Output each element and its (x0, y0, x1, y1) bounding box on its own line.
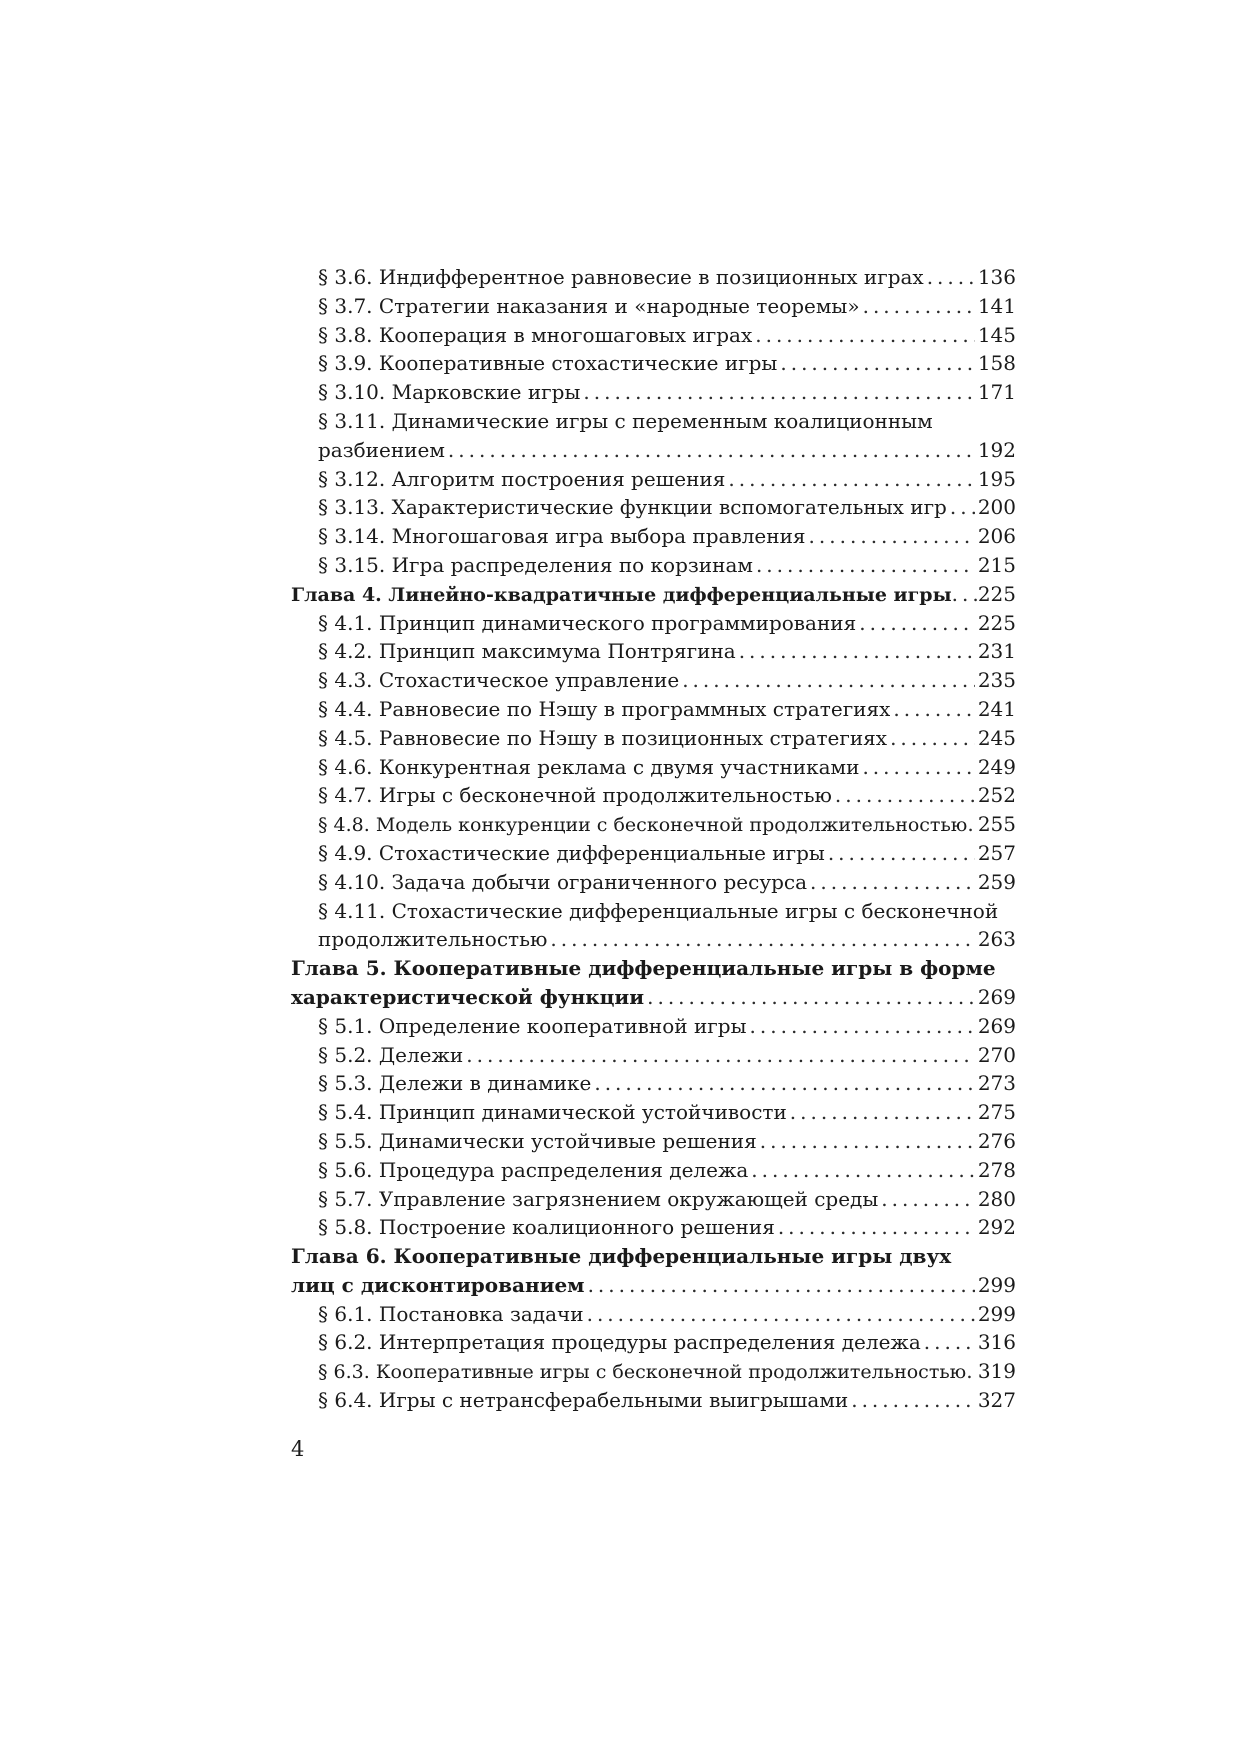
dot-leader (728, 465, 974, 494)
toc-entry-page: 158 (977, 351, 1016, 376)
toc-chapter-entry[interactable] (291, 1242, 1016, 1271)
toc-entry-title: § 5.6. Процедура распределения дележа (318, 1157, 749, 1182)
dot-leader (809, 522, 975, 551)
dot-leader (466, 1041, 975, 1070)
toc-entry-page: 245 (977, 725, 1016, 750)
dot-leader (751, 1156, 975, 1185)
toc-section-entry[interactable] (291, 1127, 1016, 1156)
toc-chapter-entry[interactable] (291, 1271, 1016, 1300)
toc-entry-title: § 4.4. Равновесие по Нэшу в программных стратегиях (318, 696, 891, 721)
toc-section-entry[interactable] (291, 724, 1016, 753)
toc-entry-page: 235 (977, 668, 1016, 693)
toc-section-entry[interactable] (291, 1357, 1016, 1386)
toc-entry-title: Глава 6. Кооперативные дифференциальные игры двух (291, 1244, 952, 1269)
toc-entry-page: 171 (977, 380, 1016, 405)
toc-section-entry[interactable] (291, 781, 1016, 810)
toc-entry-title: лиц с дисконтированием (291, 1272, 585, 1297)
toc-entry-title: Глава 5. Кооперативные дифференциальные игры в форме (291, 956, 996, 981)
dot-leader (594, 1069, 974, 1098)
dot-leader (790, 1098, 975, 1127)
toc-entry-title: § 3.8. Кооперация в многошаговых играх (318, 322, 753, 347)
toc-section-entry[interactable] (291, 465, 1016, 494)
toc-entry-page: 241 (977, 696, 1016, 721)
toc-entry-page: 278 (977, 1157, 1016, 1182)
toc-entry-page: 299 (977, 1301, 1016, 1326)
dot-leader (967, 810, 977, 839)
toc-entry-page: 215 (977, 552, 1016, 577)
toc-entry-page: 263 (977, 927, 1016, 952)
toc-section-entry[interactable] (291, 753, 1016, 782)
toc-entry-page: 225 (977, 581, 1016, 606)
toc-entry-page: 269 (977, 984, 1016, 1009)
toc-section-entry[interactable] (291, 810, 1016, 839)
dot-leader (587, 1300, 975, 1329)
dot-leader (583, 378, 974, 407)
dot-leader (835, 781, 975, 810)
toc-section-entry[interactable] (291, 1213, 1016, 1242)
toc-section-entry[interactable] (291, 868, 1016, 897)
toc-entry-page: 249 (977, 754, 1016, 779)
dot-leader (851, 1386, 975, 1415)
dot-leader (924, 1328, 975, 1357)
toc-section-entry[interactable] (291, 1041, 1016, 1070)
toc-entry-title: § 4.9. Стохастические дифференциальные игры (318, 840, 825, 865)
toc-entry-title: § 3.12. Алгоритм построения решения (318, 466, 726, 491)
dot-leader (756, 551, 975, 580)
toc-entry-page: 280 (977, 1186, 1016, 1211)
toc-entry-page: 145 (977, 322, 1016, 347)
toc-section-entry[interactable] (291, 1012, 1016, 1041)
toc-entry-title: § 5.1. Определение кооперативной игры (318, 1013, 747, 1038)
dot-leader (760, 1127, 975, 1156)
toc-entry-page: 319 (977, 1359, 1016, 1384)
toc-entry-page: 316 (977, 1330, 1016, 1355)
dot-leader (647, 983, 975, 1012)
toc-entry-page: 206 (977, 524, 1016, 549)
toc-entry-title: § 4.8. Модель конкуренции с бесконечной продолжительностью (318, 814, 968, 837)
toc-entry-page: 259 (977, 869, 1016, 894)
toc-entry-page: 195 (977, 466, 1016, 491)
toc-entry-page: 273 (977, 1071, 1016, 1096)
toc-section-entry[interactable] (291, 925, 1016, 954)
toc-entry-title: § 6.2. Интерпретация процедуры распределения дележа (318, 1330, 921, 1355)
toc-entry-title: § 4.1. Принцип динамического программирования (318, 610, 857, 635)
toc-chapter-entry[interactable] (291, 983, 1016, 1012)
toc-chapter-entry[interactable] (291, 580, 1016, 609)
toc-section-entry[interactable] (291, 1386, 1016, 1415)
toc-entry-title: § 4.7. Игры с бесконечной продолжительностью (318, 783, 832, 808)
toc-section-entry[interactable] (291, 493, 1016, 522)
toc-chapter-entry[interactable] (291, 954, 1016, 983)
toc-entry-page: 327 (977, 1388, 1016, 1413)
toc-entry-page: 270 (977, 1042, 1016, 1067)
dot-leader (778, 1213, 975, 1242)
toc-section-entry[interactable] (291, 1156, 1016, 1185)
toc-section-entry[interactable] (291, 292, 1016, 321)
toc-section-entry[interactable] (291, 1069, 1016, 1098)
toc-entry-title: § 3.7. Стратегии наказания и «народные теоремы» (318, 293, 860, 318)
dot-leader (828, 839, 975, 868)
dot-leader (780, 349, 974, 378)
toc-entry-page: 257 (977, 840, 1016, 865)
toc-section-entry[interactable] (291, 1185, 1016, 1214)
toc-section-entry[interactable] (291, 378, 1016, 407)
toc-entry-title: § 3.13. Характеристические функции вспомогательных игр (318, 495, 947, 520)
toc-section-entry[interactable] (291, 263, 1016, 292)
toc-entry-page: 269 (977, 1013, 1016, 1038)
toc-entry-page: 275 (977, 1100, 1016, 1125)
toc-entry-title: § 5.7. Управление загрязнением окружающей среды (318, 1186, 879, 1211)
toc-section-entry[interactable] (291, 609, 1016, 638)
toc-entry-title: § 4.6. Конкурентная реклама с двумя участниками (318, 754, 860, 779)
dot-leader (863, 292, 975, 321)
toc-entry-page: 200 (977, 495, 1016, 520)
toc-entry-title: § 4.2. Принцип максимума Понтрягина (318, 639, 736, 664)
dot-leader (950, 493, 975, 522)
dot-leader (448, 436, 975, 465)
dot-leader (755, 321, 975, 350)
dot-leader (859, 609, 975, 638)
toc-section-entry[interactable] (291, 897, 1016, 926)
dot-leader (862, 753, 974, 782)
toc-entry-page: 231 (977, 639, 1016, 664)
dot-leader (550, 925, 974, 954)
toc-section-entry[interactable] (291, 1300, 1016, 1329)
dot-leader (893, 695, 974, 724)
toc-entry-title: § 4.5. Равновесие по Нэшу в позиционных стратегиях (318, 725, 888, 750)
dot-leader (810, 868, 975, 897)
toc-entry-title: § 5.4. Принцип динамической устойчивости (318, 1100, 787, 1125)
dot-leader (927, 263, 975, 292)
toc-entry-title: § 3.15. Игра распределения по корзинам (318, 552, 753, 577)
toc-entry-page: 192 (977, 437, 1016, 462)
toc-entry-title: § 3.14. Многошаговая игра выбора правления (318, 524, 806, 549)
dot-leader (890, 724, 975, 753)
toc-entry-page: 276 (977, 1128, 1016, 1153)
toc-entry-title: § 6.4. Игры с нетрансферабельными выигрышами (318, 1388, 849, 1413)
toc-entry-page: 299 (977, 1272, 1016, 1297)
dot-leader (952, 580, 978, 609)
toc-entry-title: § 6.3. Кооперативные игры с бесконечной продолжительностью (318, 1361, 967, 1384)
toc-entry-title: характеристической функции (291, 984, 645, 1009)
toc-entry-title: разбиением (318, 437, 445, 462)
toc-entry-page: 292 (977, 1215, 1016, 1240)
toc-section-entry[interactable] (291, 551, 1016, 580)
toc-section-entry[interactable] (291, 522, 1016, 551)
dot-leader (682, 666, 975, 695)
toc-entry-title: § 5.3. Дележи в динамике (318, 1071, 592, 1096)
toc-entry-title: Глава 4. Линейно-квадратичные дифференциальные игры (291, 583, 952, 606)
toc-entry-page: 252 (977, 783, 1016, 808)
page-number: 4 (291, 1437, 305, 1461)
toc-entry-title: § 3.11. Динамические игры с переменным коалиционным (318, 408, 933, 433)
toc-section-entry[interactable] (291, 1098, 1016, 1127)
dot-leader (588, 1271, 975, 1300)
toc-section-entry[interactable] (291, 407, 1016, 436)
dot-leader (881, 1185, 975, 1214)
toc-entry-title: продолжительностью (318, 927, 548, 952)
toc-section-entry[interactable] (291, 666, 1016, 695)
toc-entry-page: 136 (977, 265, 1016, 289)
toc-entry-title: § 6.1. Постановка задачи (318, 1301, 584, 1326)
dot-leader (750, 1012, 975, 1041)
toc-entry-title: § 4.3. Стохастическое управление (318, 668, 680, 693)
dot-leader (739, 637, 975, 666)
toc-entry-title: § 3.6. Индифферентное равновесие в позиционных играх (318, 265, 924, 289)
toc-entry-title: § 3.9. Кооперативные стохастические игры (318, 351, 778, 376)
toc-section-entry[interactable] (291, 321, 1016, 350)
toc-entry-page: 225 (977, 610, 1016, 635)
toc-entry-title: § 5.5. Динамически устойчивые решения (318, 1128, 757, 1153)
toc-section-entry[interactable] (291, 695, 1016, 724)
table-of-contents (291, 263, 1016, 1415)
toc-entry-title: § 5.2. Дележи (318, 1042, 464, 1067)
toc-entry-page: 255 (977, 812, 1016, 837)
toc-section-entry[interactable] (291, 349, 1016, 378)
toc-section-entry[interactable] (291, 839, 1016, 868)
toc-section-entry[interactable] (291, 1328, 1016, 1357)
dot-leader (966, 1357, 978, 1386)
toc-entry-title: § 4.10. Задача добычи ограниченного ресурса (318, 869, 808, 894)
toc-entry-title: § 3.10. Марковские игры (318, 380, 581, 405)
toc-entry-title: § 5.8. Построение коалиционного решения (318, 1215, 775, 1240)
toc-entry-page: 141 (977, 293, 1016, 318)
toc-entry-title: § 4.11. Стохастические дифференциальные игры с бесконечной (318, 898, 999, 923)
toc-section-entry[interactable] (291, 637, 1016, 666)
toc-section-entry[interactable] (291, 436, 1016, 465)
